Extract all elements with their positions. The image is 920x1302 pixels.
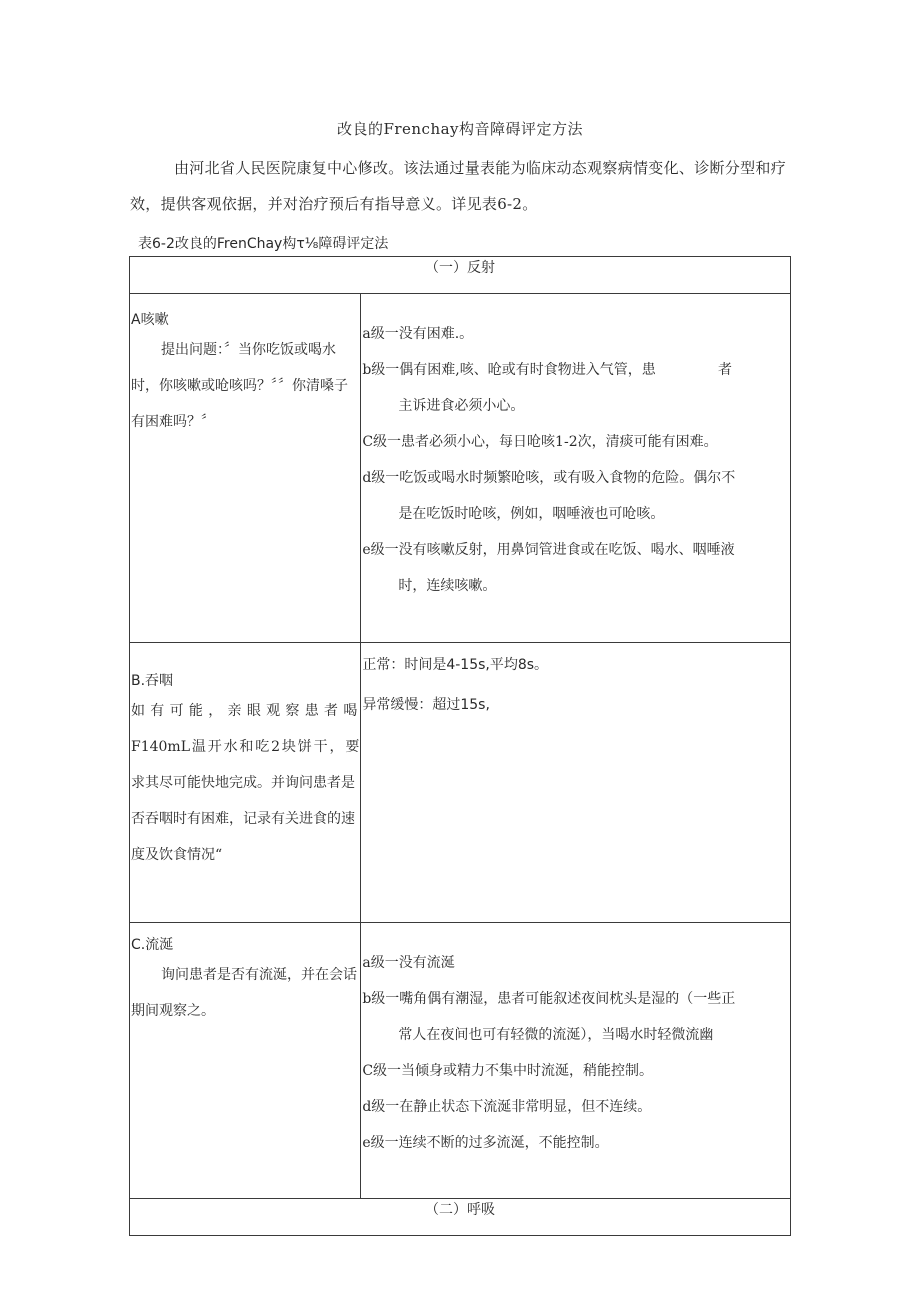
- grade-text: C级一当倾身或精力不集中时流涎，稍能控制。: [362, 1063, 654, 1079]
- swallow-item-cell: [130, 643, 361, 923]
- swallow-results-cell: [361, 643, 791, 923]
- section-title-breathing: （二）呼吸: [130, 1199, 791, 1236]
- section-header-reflex: [130, 257, 791, 294]
- grade-text: a级一没有困难.。: [362, 326, 474, 342]
- grade-text: b级一偶有困难,咳、呛或有时食物进入气管，患 者: [362, 362, 733, 378]
- grade-text: C级一患者必须小心，每日呛咳1-2次，清痰可能有困难。: [362, 434, 718, 450]
- swallow-normal: 正常：时间是4-15s,平均8s。: [362, 657, 549, 673]
- grade-text: e级一连续不断的过多流涎，不能控制。: [362, 1135, 609, 1151]
- cough-grade-d: [362, 460, 789, 532]
- swallow-instruction-line1: 如有可能，亲眼观察患者喝: [131, 703, 360, 719]
- section-header-breathing: [130, 1199, 791, 1236]
- grade-text-cont: 常人在夜间也可有轻微的流涎），当喝水时轻微流幽: [398, 1027, 714, 1043]
- drooling-grades-cell: [361, 923, 791, 1199]
- swallow-label: B.吞咽: [131, 673, 174, 689]
- cough-grade-a: [362, 316, 789, 352]
- swallow-instruction-line2: F140mL温开水和吃2块饼干，要: [131, 739, 360, 755]
- drooling-grade-b: [362, 981, 789, 1053]
- intro-paragraph: 由河北省人民医院康复中心修改。该法通过量表能为临床动态观察病情变化、诊断分型和疗效，提供客观依据，并对治疗预后有指导意义。详见表6-2。: [130, 159, 787, 213]
- grade-text: d级一在静止状态下流涎非常明显，但不连续。: [362, 1099, 652, 1115]
- grade-text-cont: 主诉进食必须小心。: [398, 398, 525, 414]
- swallow-abnormal: 异常缓慢：超过15s,: [362, 697, 490, 713]
- grade-text: a级一没有流涎: [362, 955, 455, 971]
- drooling-grade-e: [362, 1125, 789, 1161]
- grade-text: d级一吃饭或喝水时频繁呛咳，或有吸入食物的危险。偶尔不: [362, 470, 736, 486]
- grade-text-cont: 是在吃饭时呛咳，例如，咽唾液也可呛咳。: [398, 506, 665, 522]
- drooling-label: C.流涎: [131, 937, 174, 953]
- swallow-instruction-line3: 求其尽可能快地完成。并询问患者是否吞咽时有困难，记录有关进食的速度及饮食情况“: [131, 775, 355, 863]
- drooling-item-cell: [130, 923, 361, 1199]
- drooling-question: 询问患者是否有流涎，并在会话期间观察之。: [131, 967, 357, 1019]
- cough-grades-cell: [361, 294, 791, 643]
- assessment-table: [129, 256, 791, 1236]
- drooling-grade-c: [362, 1053, 789, 1089]
- table-row-drooling: [130, 923, 791, 1199]
- cough-label: A咳嗽: [131, 312, 169, 328]
- table-caption: 表6-2改良的FrenChay构τ⅛障碍评定法: [138, 236, 389, 252]
- drooling-grade-d: [362, 1089, 789, 1125]
- table-row-cough: [130, 294, 791, 643]
- cough-grade-e: [362, 532, 789, 604]
- cough-question: 提出问题：〞当你吃饭或喝水时，你咳嗽或呛咳吗？〞〞你清嗓子有困难吗？〞: [131, 342, 348, 430]
- section-title-reflex: （一）反射: [130, 257, 791, 294]
- cough-grade-b: [362, 352, 789, 424]
- grade-text: b级一嘴角偶有潮湿，患者可能叙述夜间枕头是湿的（一些正: [362, 991, 736, 1007]
- table-row-swallow: [130, 643, 791, 923]
- grade-text: e级一没有咳嗽反射，用鼻饲管进食或在吃饭、喝水、咽唾液: [362, 542, 735, 558]
- grade-text-cont: 时，连续咳嗽。: [398, 578, 497, 594]
- document-title: 改良的Frenchay构音障碍评定方法: [336, 120, 584, 138]
- cough-grade-c: [362, 424, 789, 460]
- cough-item-cell: [130, 294, 361, 643]
- drooling-grade-a: [362, 945, 789, 981]
